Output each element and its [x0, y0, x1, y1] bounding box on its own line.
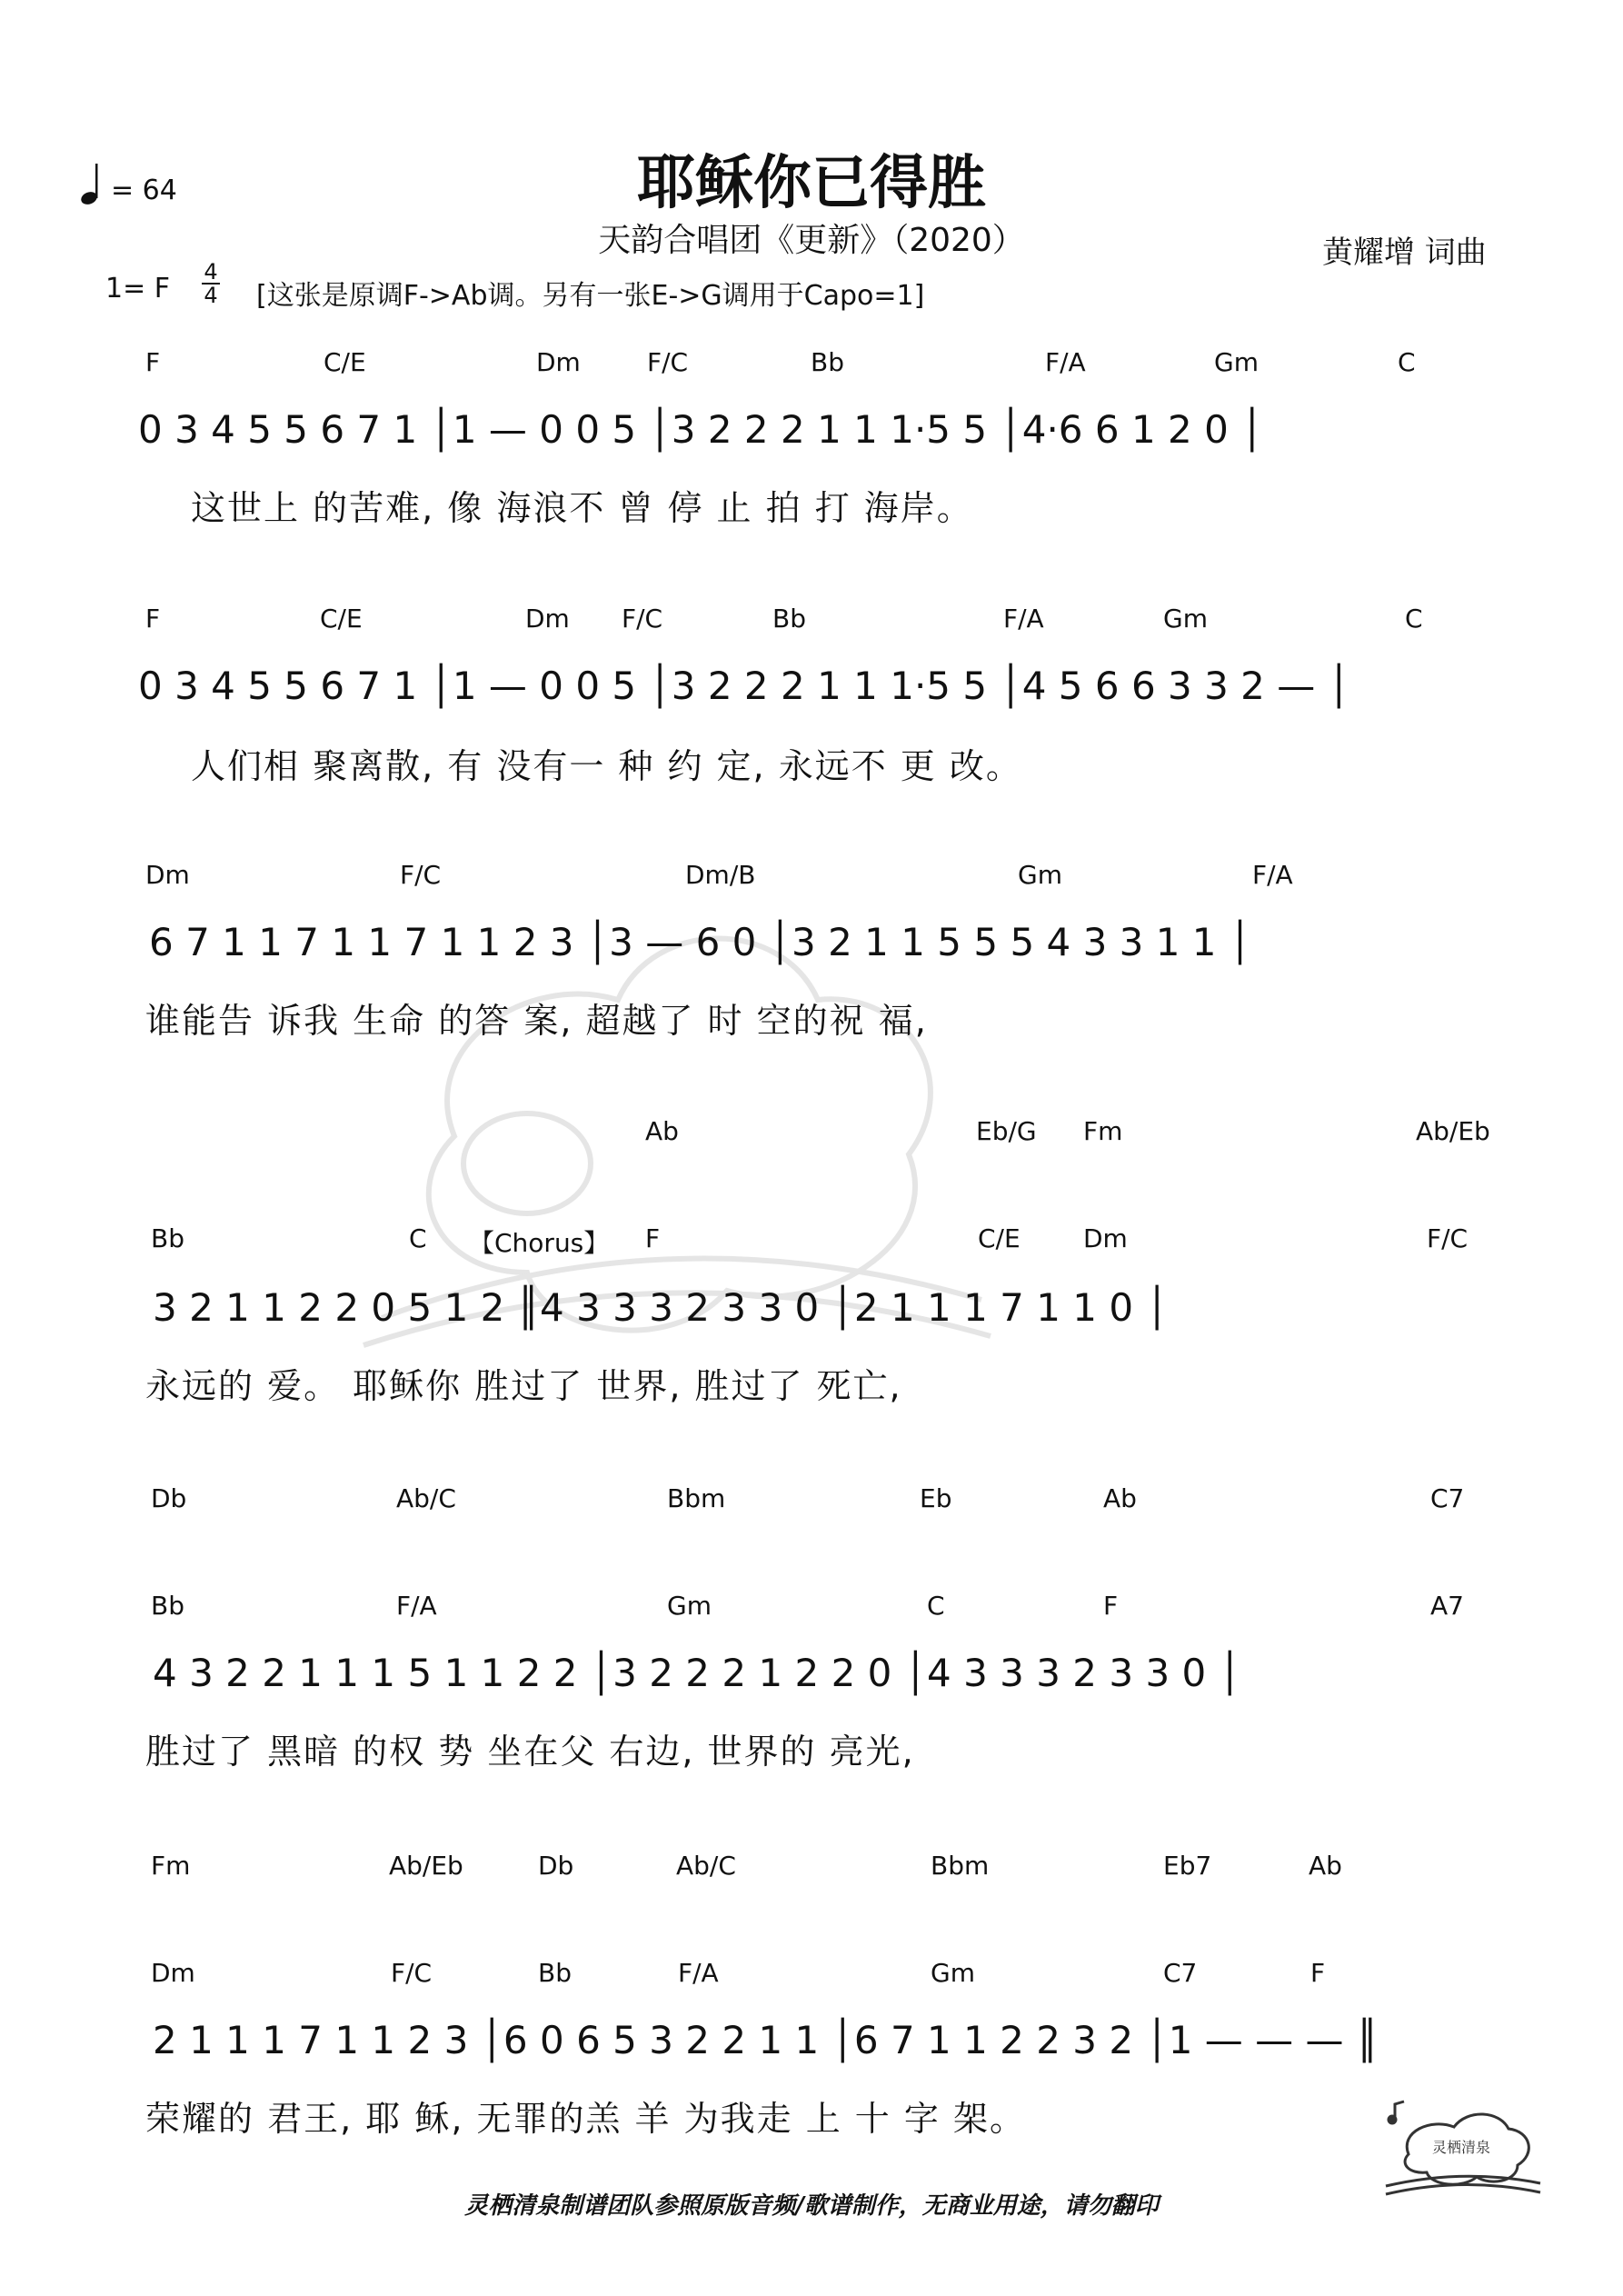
chord: Dm — [525, 604, 570, 634]
chord: F/C — [622, 604, 663, 634]
chord: Gm — [1214, 347, 1259, 377]
chord: C — [1398, 347, 1416, 377]
chord: C/E — [320, 604, 363, 634]
logo-text: 灵栖清泉 — [1431, 2139, 1491, 2156]
chord: Db — [538, 1851, 574, 1881]
chord: F — [1103, 1591, 1119, 1621]
author-credit: 黄耀增 词曲 — [1322, 235, 1487, 271]
lyrics-row-6: 荣耀的 君王, 耶 稣, 无罪的羔 羊 为我走 上 十 字 架。 — [145, 2099, 1026, 2139]
key-signature: 1= F — [105, 273, 171, 304]
footer-note: 灵栖清泉制谱团队参照原版音频/歌谱制作，无商业用途，请勿翻印 — [464, 2192, 1159, 2220]
chord: Bb — [772, 604, 806, 634]
chord: Dm — [151, 1958, 195, 1988]
chord: C7 — [1163, 1958, 1198, 1988]
chord-row-2 — [145, 604, 1508, 636]
chord: Bb — [151, 1591, 184, 1621]
page-title: 耶稣你已得胜 — [637, 150, 986, 217]
lyrics-row-4: 永远的 爱。 耶稣你 胜过了 世界, 胜过了 死亡, — [145, 1366, 902, 1406]
chord: Gm — [931, 1958, 975, 1988]
chord-row-5-top — [145, 1483, 1508, 1516]
chord: Ab/C — [396, 1483, 456, 1513]
chord-row-4-top — [145, 1116, 1508, 1149]
notation-row-1: 0 3 4 5 5 6 7 1 │1 — 0 0 5 │3 2 2 2 1 1 1·5 5 │4·6 6 1 2 0 │ — [138, 407, 1264, 452]
chord: Dm — [1083, 1223, 1128, 1253]
chord: Dm — [145, 860, 190, 890]
chord: Ab — [645, 1116, 679, 1146]
chord-row-4 — [145, 1223, 1508, 1256]
chord: Gm — [1163, 604, 1208, 634]
sheep-logo-icon — [1381, 2100, 1545, 2200]
chord: C — [409, 1223, 427, 1253]
chord: Gm — [1018, 860, 1062, 890]
chord: F/A — [396, 1591, 437, 1621]
chord: Bb — [151, 1223, 184, 1253]
chord: Ab — [1103, 1483, 1137, 1513]
chord: F — [145, 604, 161, 634]
chord: Bb — [538, 1958, 572, 1988]
chord: Bb — [811, 347, 844, 377]
chord: F/A — [1252, 860, 1293, 890]
chord: A7 — [1430, 1591, 1464, 1621]
chord: Db — [151, 1483, 187, 1513]
notation-row-2: 0 3 4 5 5 6 7 1 │1 — 0 0 5 │3 2 2 2 1 1 1·5 5 │4 5 6 6 3 3 2 — │ — [138, 664, 1350, 708]
chord: F/C — [391, 1958, 433, 1988]
chord: Eb7 — [1163, 1851, 1212, 1881]
chord: Eb/G — [976, 1116, 1037, 1146]
chord-row-5 — [145, 1591, 1508, 1623]
chord: Fm — [151, 1851, 191, 1881]
subtitle: 天韵合唱团《更新》（2020） — [598, 222, 1025, 259]
chord: Ab — [1309, 1851, 1342, 1881]
chord: Bbm — [667, 1483, 726, 1513]
lyrics-row-5: 胜过了 黑暗 的权 势 坐在父 右边, 世界的 亮光, — [145, 1732, 915, 1772]
time-signature — [202, 259, 220, 308]
chord: C — [1405, 604, 1423, 634]
chord-row-1 — [145, 347, 1508, 380]
chord: C7 — [1430, 1483, 1465, 1513]
notation-row-3: 6 7 1 1 7 1 1 7 1 1 2 3 │3 — 6 0 │3 2 1 1 5 5 5 4 3 3 1 1 │ — [149, 920, 1252, 964]
chord: Dm/B — [685, 860, 756, 890]
chord: Dm — [536, 347, 581, 377]
notation-row-5: 4 3 2 2 1 1 1 5 1 1 2 2 │3 2 2 2 1 2 2 0 │4 3 3 3 2 3 3 0 │ — [153, 1651, 1241, 1695]
chord: Ab/C — [676, 1851, 736, 1881]
chord: C — [927, 1591, 945, 1621]
chord: F — [145, 347, 161, 377]
tempo-value: = 64 — [111, 175, 177, 206]
chord: F/A — [1003, 604, 1044, 634]
chord: F — [645, 1223, 661, 1253]
chord: F/C — [647, 347, 689, 377]
chord: C/E — [324, 347, 366, 377]
notation-row-6: 2 1 1 1 7 1 1 2 3 │6 0 6 5 3 2 2 1 1 │6 7 1 1 2 2 3 2 │1 — — — ║ — [153, 2018, 1379, 2062]
chord: Ab/Eb — [389, 1851, 463, 1881]
chord: F — [1310, 1958, 1326, 1988]
chord: Ab/Eb — [1416, 1116, 1490, 1146]
chord-row-6-top — [145, 1851, 1508, 1883]
key-note: [这张是原调F->Ab调。另有一张E->G调用于Capo=1] — [256, 280, 925, 312]
chord: F/C — [400, 860, 442, 890]
chord: Bbm — [931, 1851, 990, 1881]
chord: C/E — [978, 1223, 1021, 1253]
chord: Eb — [920, 1483, 952, 1513]
chord-row-3 — [145, 860, 1508, 893]
lyrics-row-3: 谁能告 诉我 生命 的答 案, 超越了 时 空的祝 福, — [145, 1001, 928, 1041]
time-signature-bottom: 4 — [204, 283, 218, 308]
lyrics-row-1: 这世上 的苦难, 像 海浪不 曾 停 止 拍 打 海岸。 — [191, 488, 973, 528]
chord: Gm — [667, 1591, 712, 1621]
chord: F/C — [1427, 1223, 1469, 1253]
time-signature-top: 4 — [204, 259, 218, 285]
chord-row-6 — [145, 1958, 1508, 1991]
notation-row-4: 3 2 1 1 2 2 0 5 1 2 ║4 3 3 3 2 3 3 0 │2 1 1 1 7 1 1 0 │ — [153, 1285, 1169, 1330]
chord: F/A — [678, 1958, 719, 1988]
chord: Fm — [1083, 1116, 1123, 1146]
lyrics-row-2: 人们相 聚离散, 有 没有一 种 约 定, 永远不 更 改。 — [191, 746, 1022, 786]
chorus-label: 【Chorus】 — [469, 1228, 610, 1258]
chord: F/A — [1045, 347, 1086, 377]
